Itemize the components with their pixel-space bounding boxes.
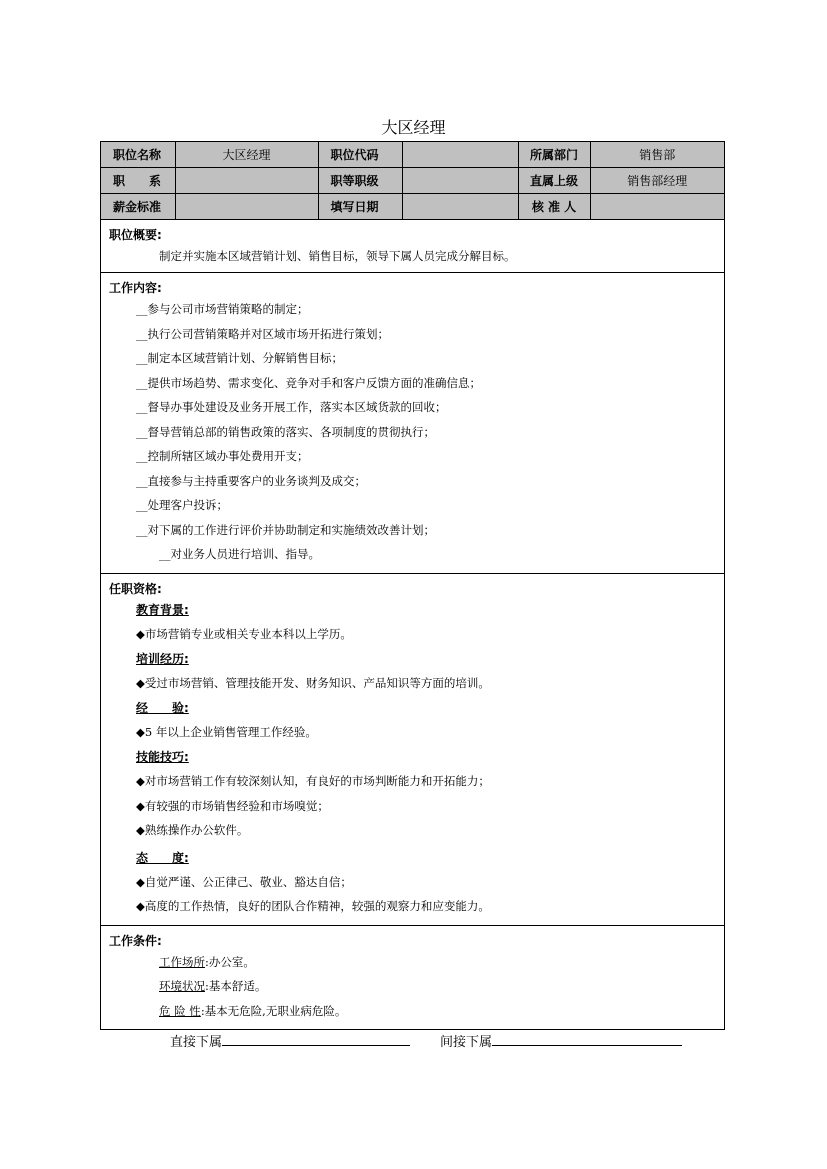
environment-value: :基本舒适。 [205,979,267,993]
label-grade: 职等职级 [318,168,402,194]
list-item: __督导营销总部的销售政策的落实、各项制度的贯彻执行； [136,424,435,439]
list-item: __对下属的工作进行评价并协助制定和实施绩效改善计划； [136,522,435,537]
experience-text: ◆5 年以上企业销售管理工作经验。 [136,725,317,739]
list-item: __控制所辖区域办事处费用开支； [136,449,309,463]
duties-section [101,273,724,574]
conditions-section [101,926,724,1030]
label-supervisor: 直属上级 [518,168,590,194]
education-heading: 教育背景: [136,602,189,617]
place-value: :办公室。 [205,954,255,969]
training-text: ◆受过市场营销、管理技能开发、财务知识、产品知识等方面的培训。 [136,676,490,690]
section-title: 工作内容: [109,281,162,295]
value-supervisor: 销售部经理 [590,168,724,194]
environment-label: 环境状况 [159,979,205,993]
training-heading: 培训经历: [136,651,189,666]
value-department: 销售部 [590,142,724,168]
value-fill-date [402,194,518,220]
experience-heading: 经 验: [136,700,189,715]
list-item: __直接参与主持重要客户的业务谈判及成交； [136,473,366,488]
attitude-item: ◆高度的工作热情，良好的团队合作精神，较强的观察力和应变能力。 [136,899,490,913]
attitude-item: ◆自觉严谨、公正律己、敬业、豁达自信； [136,874,352,889]
direct-subordinates [170,1031,410,1050]
header-row [101,142,724,168]
list-item: __参与公司市场营销策略的制定； [136,302,309,316]
header-row [101,194,724,220]
section-title: 职位概要: [109,228,162,242]
list-item: __对业务人员进行培训、指导。 [159,547,320,561]
risk-value: :基本无危险,无职业病危险。 [200,1003,347,1018]
value-salary [175,194,318,220]
risk-label: 危 险 性 [159,1003,201,1018]
page-title: 大区经理 [381,118,446,137]
job-description-table [100,141,725,1030]
list-item: __执行公司营销策略并对区域市场开拓进行策划； [136,326,389,341]
skills-heading: 技能技巧: [136,749,189,764]
place-label: 工作场所 [159,954,205,969]
section-title: 任职资格: [109,581,162,596]
skills-item: ◆对市场营销工作有较深刻认知，有良好的市场判断能力和开拓能力； [136,774,490,788]
label-position-name: 职位名称 [101,142,175,168]
label-position-code: 职位代码 [318,142,402,168]
value-position-name: 大区经理 [175,142,318,168]
indirect-subordinates-blank [492,1031,682,1046]
value-job-family [175,168,318,194]
list-item: __督导办事处建设及业务开展工作，落实本区域货款的回收； [136,400,447,414]
header-row [101,168,724,194]
label-fill-date: 填写日期 [318,194,402,220]
indirect-subordinates-label: 间接下属 [440,1035,493,1050]
overview-text: 制定并实施本区域营销计划、销售目标，领导下属人员完成分解目标。 [159,249,516,263]
value-position-code [402,142,518,168]
qualifications-section [101,574,724,926]
section-title: 工作条件: [109,933,162,948]
list-item: __处理客户投诉； [136,498,228,512]
indirect-subordinates [440,1031,682,1050]
label-salary: 薪金标准 [101,194,175,220]
direct-subordinates-label: 直接下属 [170,1035,223,1050]
attitude-heading: 态 度: [136,850,189,865]
skills-item: ◆有较强的市场销售经验和市场嗅觉； [136,798,329,813]
value-grade [402,168,518,194]
direct-subordinates-blank [222,1031,410,1046]
overview-section [101,220,724,273]
list-item: __提供市场趋势、需求变化、竞争对手和客户反馈方面的准确信息； [136,375,481,390]
label-approver: 核 准 人 [518,194,590,220]
label-job-family: 职 系 [101,168,175,194]
list-item: __制定本区域营销计划、分解销售目标； [136,351,343,365]
value-approver [590,194,724,220]
skills-item: ◆熟练操作办公软件。 [136,823,249,837]
label-department: 所属部门 [518,142,590,168]
education-text: ◆市场营销专业或相关专业本科以上学历。 [136,627,352,641]
header-table [101,142,724,220]
